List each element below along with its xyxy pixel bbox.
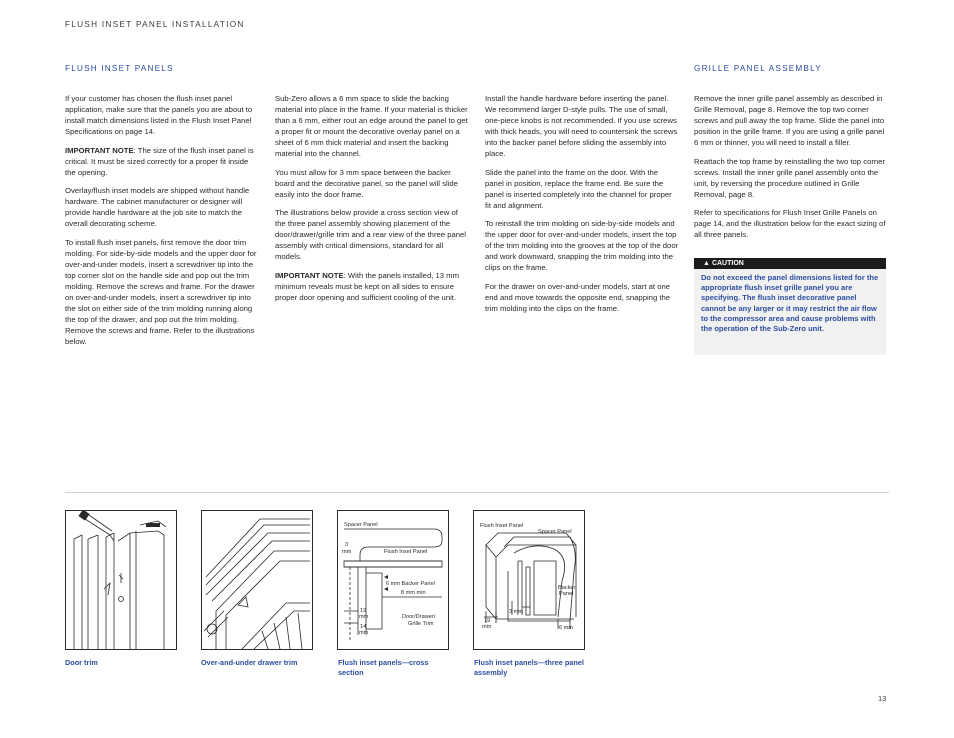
figure-drawer-trim [201, 510, 313, 650]
label-19: 19 [484, 618, 491, 624]
paragraph: Overlay/flush inset models are shipped without handle hardware. The cabinet manufacturer or designer will provide handle hardware at the job site to match the overall decorating scheme. [65, 186, 250, 228]
cross-section-illustration [338, 511, 448, 649]
paragraph: Reattach the top frame by reinstalling the two top corner screws. Install the inner grille panel assembly onto the unit, by reversing the procedure outlined in Grille Removal, page 8. [694, 156, 886, 199]
paragraph: Sub-Zero allows a 6 mm space to slide the backing material into place in the frame. If your material is thicker than a 6 mm, either rout an edge around the panel to get a proper fit or mount the decorative overlay panel on a sheet of 6 mm thick material and insert the backing material into the channel. [275, 94, 468, 158]
label-spacer-panel: Spacer Panel [344, 522, 378, 528]
paragraph: To install flush inset panels, first remove the door trim molding. For side-by-side models and the upper door for over-and-under models, insert a screwdriver tip into the top corner slot on the handle side and pop out the trim molding. Remove the screws and frame. For the drawer on over-and-under models, insert a screwdriver tip into the slot on either side of the trim molding running along the top of the drawer, and pop out the trim molding. Remove the screws and frame. Refer to the illustrations below. [65, 237, 257, 346]
caption-three-panel-assembly: Flush inset panels—three panel assembly [474, 658, 584, 677]
important-note-label: IMPORTANT NOTE [275, 270, 344, 280]
label-backer-line-1: Backer [558, 585, 576, 591]
divider [65, 492, 889, 493]
label-trim-line-2: Grille Trim [408, 621, 434, 627]
text-column-4 [694, 93, 888, 248]
paragraph: You must allow for 3 mm space between the backer board and the decorative panel, so the panel will slide easily into the door frame. [275, 167, 458, 199]
paragraph: Remove the inner grille panel assembly as described in Grille Removal, page 8. Remove the top two corner screws and pull away the top frame. Slide the panel into position in the grille frame. If you are using a grille panel 6 mm or thinner, you will need to install a filler. [694, 94, 885, 147]
drawer-trim-illustration [202, 511, 312, 649]
important-note-label: IMPORTANT NOTE [65, 145, 134, 155]
label-3: 3 [345, 542, 349, 548]
caution-text: Do not exceed the panel dimensions listed for the appropriate flush inset grille panel you are specifying. The flush inset decorative panel cannot be any larger or it may restrict the air flow to the compressor area and cause problems with the operation of the Sub-Zero unit. [701, 273, 879, 334]
text-column-1 [65, 93, 261, 354]
paragraph: For the drawer on over-and-under models, start at one end and move towards the opposite end, snapping the trim molding into the clips on the frame. [485, 281, 671, 313]
paragraph: Refer to specifications for Flush Inset Grille Panels on page 14, and the illustration below for the exact sizing of all three panels. [694, 208, 886, 239]
paragraph: Slide the panel into the frame on the door. With the panel in position, replace the frame end. Be sure the panel is inserted completely into the channel for proper fit and alignment. [485, 167, 672, 210]
label-trim-line-1: Door/Drawer/ [402, 614, 436, 620]
label-3mm: 3 mm [509, 609, 523, 615]
caution-header [694, 258, 886, 269]
label-8mm-min: 8 mm min [401, 590, 426, 596]
section-title-grille-panel-assembly: GRILLE PANEL ASSEMBLY [694, 64, 822, 73]
figure-three-panel-assembly [473, 510, 585, 650]
caution-label: CAUTION [711, 260, 744, 267]
paragraph: The illustrations below provide a cross section view of the three panel assembly showing placement of the door/drawer/grille trim and a rear view of the three panel assembly with critical dimensions, standard for all models. [275, 208, 467, 261]
label-14: 14 [360, 624, 367, 630]
paragraph: IMPORTANT NOTE: The size of the flush inset panel is critical. It must be sized correctly for a proper fit inside the opening. [65, 145, 254, 177]
label-mm: mm [482, 624, 492, 630]
label-spacer-panel: Spacer Panel [538, 529, 572, 535]
label-backer-line-2: Panel [559, 591, 574, 597]
caption-drawer-trim: Over-and-under drawer trim [201, 658, 298, 667]
label-mm-2: mm [359, 614, 369, 620]
page-header: FLUSH INSET PANEL INSTALLATION [65, 20, 245, 29]
text-column-3 [485, 93, 679, 321]
caption-door-trim: Door trim [65, 658, 98, 667]
label-flush-inset-panel: Flush Inset Panel [384, 549, 428, 555]
label-19: 19 [360, 608, 367, 614]
label-6mm: 6 mm [559, 625, 573, 631]
label-mm: mm [342, 549, 352, 555]
paragraph: IMPORTANT NOTE: With the panels installed, 13 mm minimum reveals must be kept on all sides to ensure proper door opening and sufficient cooling of the unit. [275, 270, 459, 302]
paragraph: To reinstall the trim molding on side-by-side models and the upper door for over-and-under models, insert the top of the trim molding into the grooves at the top of the door and work downward, snapping the trim molding into the clips on the frame. [485, 219, 679, 272]
three-panel-illustration [474, 511, 584, 649]
door-trim-illustration [66, 511, 176, 649]
figure-door-trim [65, 510, 177, 650]
caption-cross-section: Flush inset panels—cross section [338, 658, 429, 677]
section-title-flush-inset-panels: FLUSH INSET PANELS [65, 64, 174, 73]
label-6mm-backer-panel: 6 mm Backer Panel [386, 581, 435, 587]
label-flush-inset-panel: Flush Inset Panel [480, 523, 524, 529]
label-mm-3: mm [359, 630, 369, 636]
figure-cross-section [337, 510, 449, 650]
warning-icon: ▲ [703, 260, 710, 267]
paragraph: If your customer has chosen the flush inset panel application, make sure that the panels you are about to install match dimensions listed in the Flush Inset Panel Specifications on page 14. [65, 94, 253, 136]
paragraph: Install the handle hardware before inserting the panel. We recommend larger D-style pulls. The use of small, one-piece knobs is not recommended. If you use screws with thick heads, you will need to countersink the screws into the backer panel before sliding the assembly into place. [485, 94, 678, 158]
text-column-2 [275, 93, 470, 310]
page-number: 13 [878, 694, 887, 703]
